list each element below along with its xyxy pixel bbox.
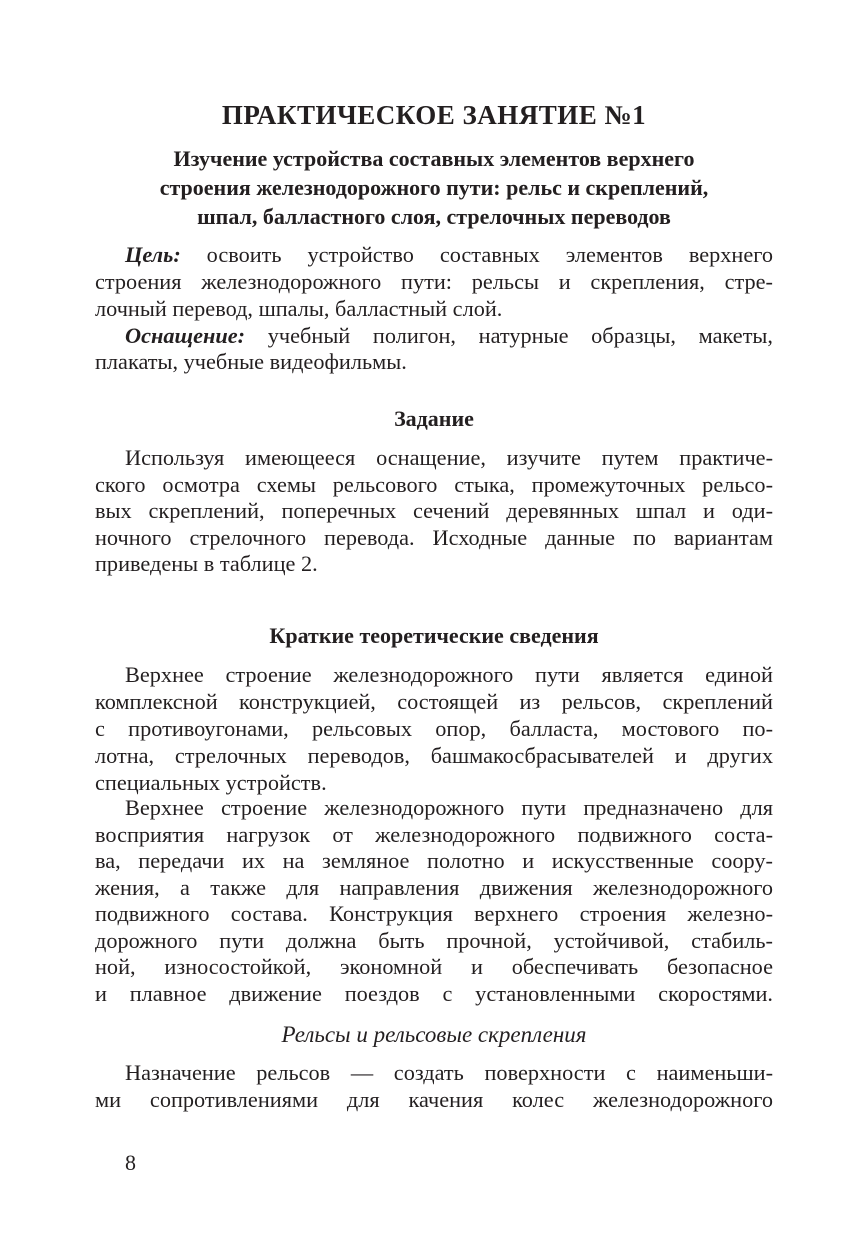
page-number: 8: [125, 1150, 136, 1175]
rails-heading: Рельсы и рельсовые скрепления: [281, 1022, 587, 1047]
theory-line: восприятия нагрузок от железнодорожного подвижного соста-: [95, 822, 773, 847]
theory-line: с противоугонами, рельсовых опор, балласта, мостового по-: [95, 716, 773, 741]
subtitle-line: шпал, балластного слоя, стрелочных переводов: [197, 204, 671, 229]
theory-line: специальных устройств.: [95, 770, 327, 795]
subtitle-line: Изучение устройства составных элементов верхнего: [173, 146, 695, 171]
theory-line: Верхнее строение железнодорожного пути является единой: [125, 662, 773, 687]
task-line: приведены в таблице 2.: [95, 551, 318, 576]
theory-line: и плавное движение поездов с установленными скоростями.: [95, 981, 773, 1006]
theory-line: дорожного пути должна быть прочной, устойчивой, стабиль-: [95, 928, 773, 953]
task-heading: Задание: [394, 406, 474, 431]
subtitle-line: строения железнодорожного пути: рельс и скреплений,: [159, 175, 709, 200]
task-line: Используя имеющееся оснащение, изучите путем практиче-: [125, 445, 773, 470]
goal-line: лочный перевод, шпалы, балластный слой.: [95, 296, 503, 321]
page-title: ПРАКТИЧЕСКОЕ ЗАНЯТИЕ №1: [221, 100, 647, 130]
theory-line: ной, износостойкой, экономной и обеспечивать безопасное: [95, 954, 773, 979]
theory-heading: Краткие теоретические сведения: [269, 623, 599, 648]
theory-line: ва, передачи их на земляное полотно и искусственные соору-: [95, 848, 773, 873]
equipment-label: Оснащение:: [125, 323, 246, 348]
goal-line: Цель: освоить устройство составных элементов верхнего: [125, 242, 773, 267]
theory-line: жения, а также для направления движения железнодорожного: [95, 875, 773, 900]
goal-label: Цель:: [125, 242, 181, 267]
task-line: вых скреплений, поперечных сечений деревянных шпал и оди-: [95, 498, 773, 523]
theory-line: Верхнее строение железнодорожного пути предназначено для: [125, 795, 773, 820]
theory-line: комплексной конструкцией, состоящей из рельсов, скреплений: [95, 689, 773, 714]
task-line: ночного стрелочного перевода. Исходные данные по вариантам: [95, 525, 773, 550]
theory-line: подвижного состава. Конструкция верхнего строения железно-: [95, 901, 773, 926]
theory-line: лотна, стрелочных переводов, башмакосбрасывателей и других: [95, 743, 773, 768]
goal-line: строения железнодорожного пути: рельсы и скрепления, стре-: [95, 269, 773, 294]
task-line: ского осмотра схемы рельсового стыка, промежуточных рельсо-: [95, 472, 773, 497]
equipment-line: Оснащение: учебный полигон, натурные образцы, макеты,: [125, 323, 773, 348]
rails-line: Назначение рельсов — создать поверхности с наименьши-: [125, 1060, 773, 1085]
equipment-line: плакаты, учебные видеофильмы.: [95, 349, 407, 374]
rails-line: ми сопротивлениями для качения колес железнодорожного: [95, 1087, 773, 1112]
